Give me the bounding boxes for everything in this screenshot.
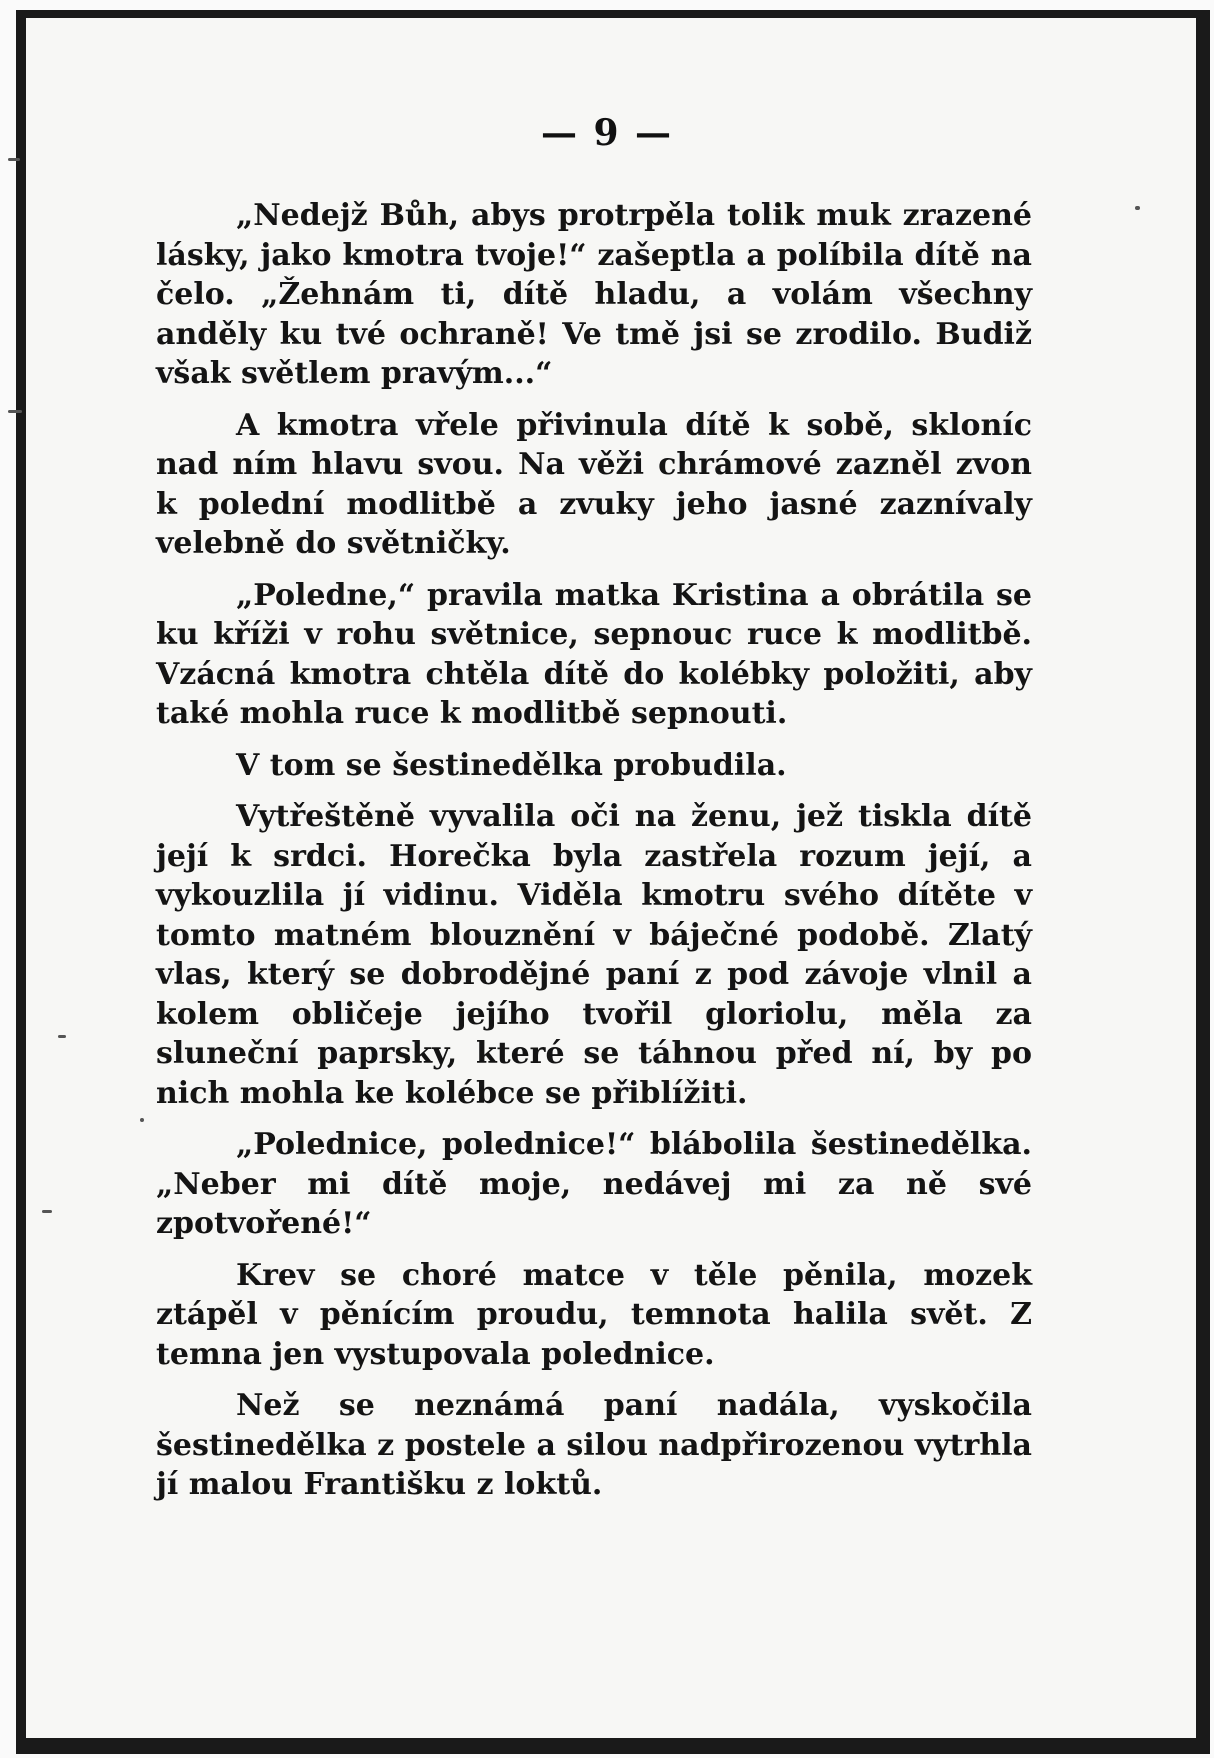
page-number: — 9 — xyxy=(540,112,674,154)
paragraph: Krev se choré matce v těle pěnila, mozek ztápěl v pěnícím proudu, temnota halila svět. Z temna jen vystupovala polednice. xyxy=(156,1257,1032,1372)
scan-speck xyxy=(8,410,22,413)
scan-border-top xyxy=(18,10,1202,18)
scan-border-left xyxy=(16,10,26,1754)
scan-border-bottom xyxy=(18,1738,1210,1754)
scan-speck xyxy=(58,1035,66,1038)
scan-speck xyxy=(8,158,20,161)
scan-border-right xyxy=(1196,10,1210,1752)
scan-speck xyxy=(42,1210,52,1213)
paragraph: Než se neznámá paní nadála, vyskočila šestinedělka z postele a silou nadpřirozenou vytrhla jí malou Františku z loktů. xyxy=(156,1388,1032,1502)
paragraph: Vytřeštěně vyvalila oči na ženu, jež tiskla dítě její k srdci. Horečka byla zastřela rozum její, a vykouzlila jí vidinu. Viděla kmotru svého dítěte v tomto matném blouznění v báječné podobě. Zlatý vlas, který se dobrodějné paní z pod závoje vlnil a kolem obličeje jejího tvořil gloriolu, měla za sluneční paprsky, které se táhnou před ní, by po nich mohla ke kolébce se přiblížiti. xyxy=(156,799,1032,1111)
paragraph: „Poledne,“ pravila matka Kristina a obrátila se ku kříži v rohu světnice, sepnouc ruce k modlitbě. Vzácná kmotra chtěla dítě do kolébky položiti, aby také mohla ruce k modlitbě sepnouti. xyxy=(156,577,1032,731)
body-text xyxy=(156,196,1032,1517)
paragraph: V tom se šestinedělka probudila. xyxy=(236,747,787,783)
paragraph: A kmotra vřele přivinula dítě k sobě, skloníc nad ním hlavu svou. Na věži chrámové zazněl zvon k polední modlitbě a zvuky jeho jasné zaznívaly velebně do světničky. xyxy=(156,407,1032,561)
paragraph: „Nedejž Bůh, abys protrpěla tolik muk zrazené lásky, jako kmotra tvoje!“ zašeptla a políbila dítě na čelo. „Žehnám ti, dítě hladu, a volám všechny anděly ku tvé ochraně! Ve tmě jsi se zrodilo. Budiž však světlem pravým...“ xyxy=(156,198,1032,391)
scan-speck xyxy=(140,1118,144,1122)
paragraph: „Polednice, polednice!“ blábolila šestinedělka. „Neber mi dítě moje, nedávej mi za ně své zpotvořené!“ xyxy=(156,1127,1032,1241)
scan-speck xyxy=(1135,206,1140,210)
